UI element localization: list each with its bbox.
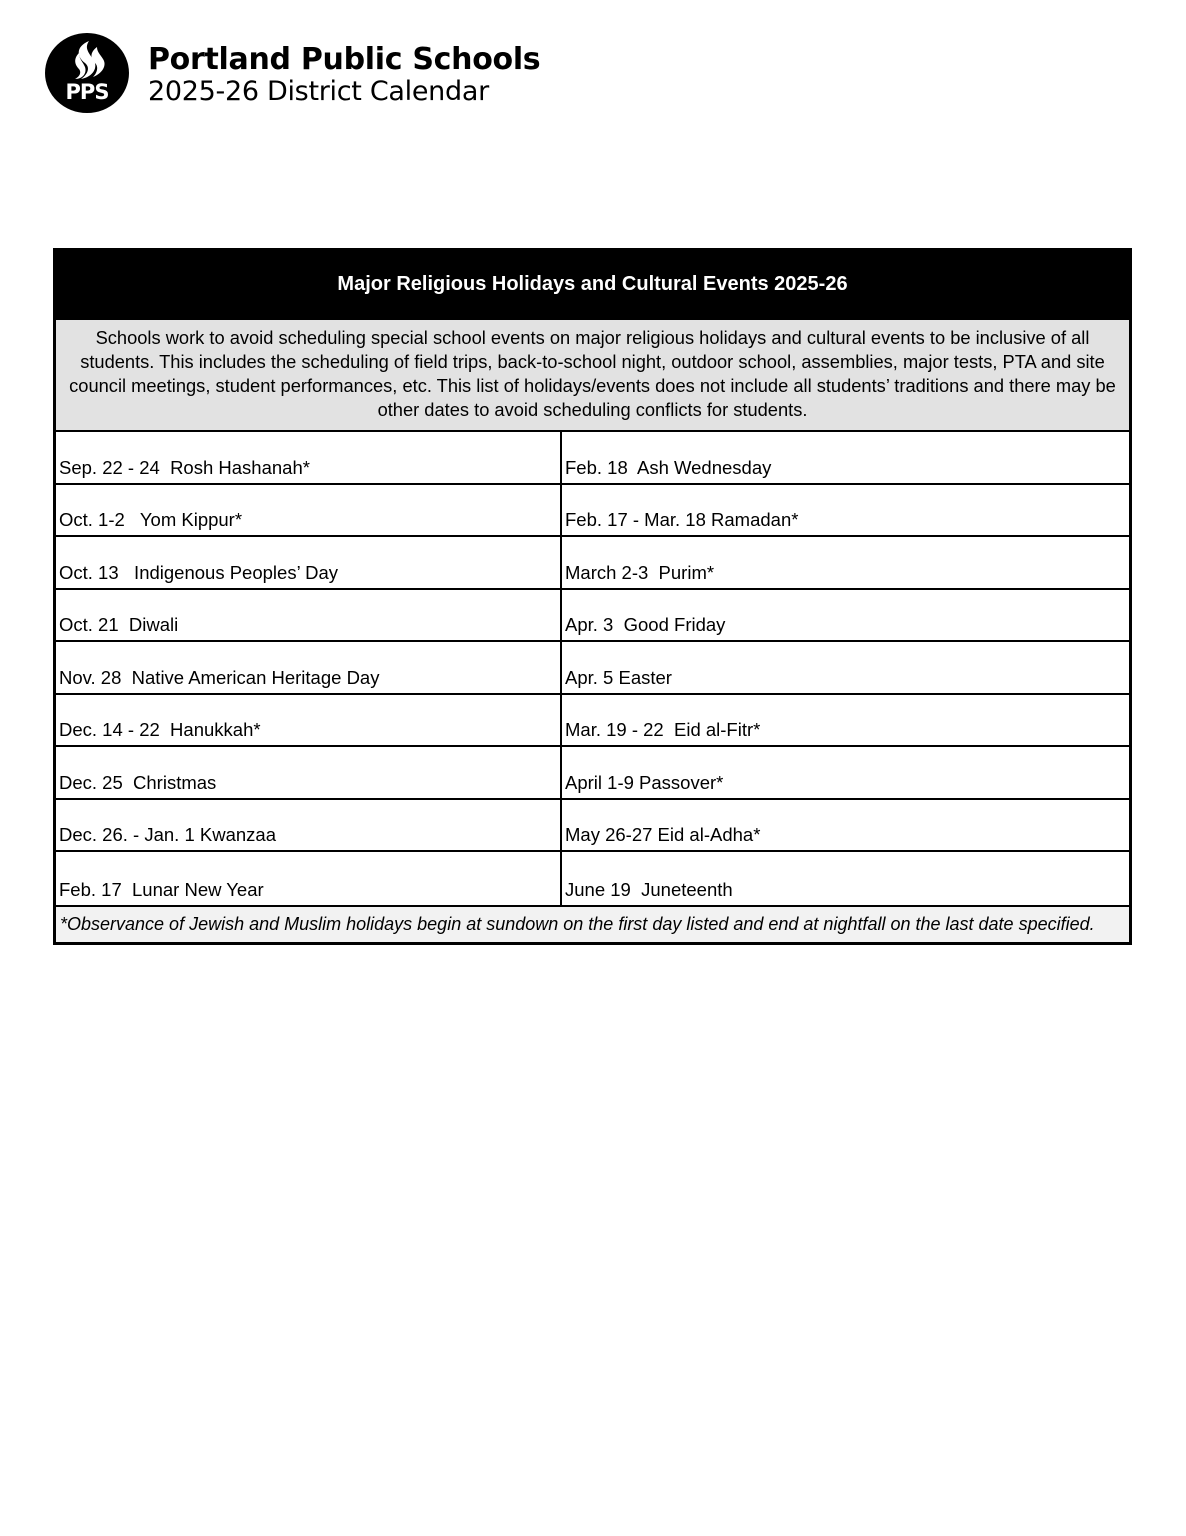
table-cell: May 26-27 Eid al-Adha* — [562, 800, 1129, 853]
table-rows — [56, 432, 1129, 905]
table-cell: Feb. 17 Lunar New Year — [59, 878, 264, 900]
table-cell: Apr. 5 Easter — [562, 642, 1129, 695]
table-cell: Feb. 18 Ash Wednesday — [562, 432, 1129, 485]
table-cell: Dec. 14 - 22 Hanukkah* — [56, 695, 560, 748]
table-cell: Sep. 22 - 24 Rosh Hashanah* — [56, 432, 560, 485]
table-cell: Oct. 1-2 Yom Kippur* — [56, 485, 560, 538]
table-cell: Nov. 28 Native American Heritage Day — [56, 642, 560, 695]
title-block — [148, 41, 541, 107]
table-cell: Feb. 17 - Mar. 18 Ramadan* — [562, 485, 1129, 538]
table-cell: Oct. 13 Indigenous Peoples’ Day — [56, 537, 560, 590]
right-column — [562, 432, 1129, 905]
footnote: *Observance of Jewish and Muslim holidays begin at sundown on the first day listed and end at nightfall on the last date specified. — [56, 905, 1129, 942]
logo-text: PPS — [65, 80, 109, 104]
table-cell: June 19 Juneteenth — [565, 878, 733, 900]
table-cell: Dec. 25 Christmas — [56, 747, 560, 800]
table-cell: April 1-9 Passover* — [562, 747, 1129, 800]
table-cell: Dec. 26. - Jan. 1 Kwanzaa — [56, 800, 560, 853]
pps-logo — [45, 33, 129, 113]
table-heading: Major Religious Holidays and Cultural Events 2025-26 — [56, 251, 1129, 318]
table-cell: Oct. 21 Diwali — [56, 590, 560, 643]
page-subtitle: 2025-26 District Calendar — [148, 75, 489, 107]
page-title: Portland Public Schools — [148, 41, 541, 77]
holidays-table — [53, 248, 1132, 945]
table-cell: Apr. 3 Good Friday — [562, 590, 1129, 643]
table-cell: Mar. 19 - 22 Eid al-Fitr* — [562, 695, 1129, 748]
table-cell: March 2-3 Purim* — [562, 537, 1129, 590]
left-column — [56, 432, 562, 905]
page-header — [45, 33, 540, 113]
table-intro: Schools work to avoid scheduling special school events on major religious holidays and cultural events to be inclusive of all students. This includes the scheduling of field trips, back-to-school night, outdoor school, assemblies, major tests, PTA and site council meetings, student performances, etc. This list of holidays/events does not include all students’ traditions and there may be other dates to avoid scheduling conflicts for students. — [56, 318, 1129, 432]
